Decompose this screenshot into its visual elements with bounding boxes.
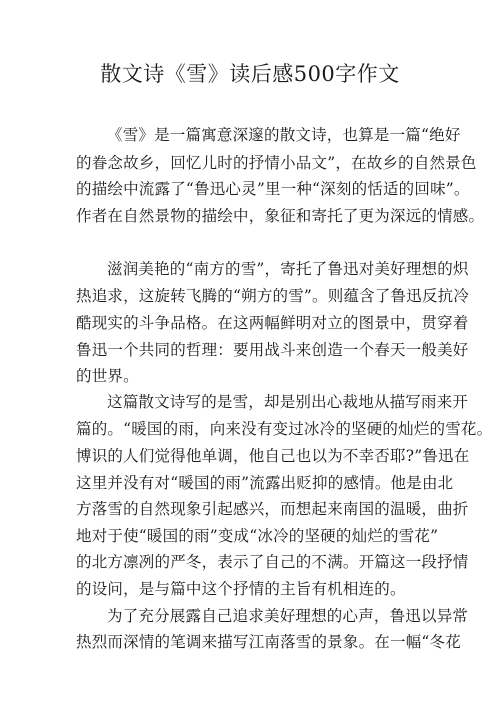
paragraph-1-line-3: 的描绘中流露了“鲁迅心灵”里一种“深刻的恬适的回味”。 <box>76 180 470 198</box>
paragraph-3-line-3: 博识的人们觉得他单调，他自己也以为不幸否耶?”鲁迅在 <box>76 447 470 465</box>
paragraph-3-line-5: 方落雪的自然现象引起感兴，而想起来南国的温暖，曲折 <box>76 500 469 518</box>
paragraph-2-line-3: 酷现实的斗争品格。在这两幅鲜明对立的图景中，贯穿着 <box>76 314 469 332</box>
paragraph-2-line-1: 滋润美艳的“南方的雪”，寄托了鲁迅对美好理想的炽 <box>107 260 469 278</box>
paragraph-3-line-7: 的北方凛冽的严冬，表示了自己的不满。开篇这一段抒情 <box>76 553 469 571</box>
paragraph-1-line-2: 的眷念故乡，回忆儿时的抒情小品文”，在故乡的自然景色 <box>76 154 477 172</box>
paragraph-3-line-2: 篇的。“暖国的雨，向来没有变过冰冷的坚硬的灿烂的雪花。 <box>76 420 493 438</box>
paragraph-4-line-1: 为了充分展露自己追求美好理想的心声，鲁迅以异常 <box>107 607 469 625</box>
paragraph-2-line-2: 热追求，这旋转飞腾的“朔方的雪”。则蕴含了鲁迅反抗冷 <box>76 287 470 305</box>
paragraph-4-line-2: 热烈而深情的笔调来描写江南落雪的景象。在一幅“冬花 <box>76 633 461 651</box>
paragraph-2-line-4: 鲁迅一个共同的哲理：要用战斗来创造一个春天一般美好 <box>76 341 469 359</box>
paragraph-3-line-8: 的设问，是与篇中这个抒情的主旨有机相连的。 <box>76 580 406 598</box>
paragraph-3-line-6: 地对于使“暖国的雨”变成“冰冷的坚硬的灿烂的雪花” <box>76 527 439 545</box>
paragraph-3-line-4: 这里并没有对“暖国的雨”流露出贬抑的感情。他是由北 <box>76 474 454 492</box>
paragraph-1-line-1: 《雪》是一篇寓意深邃的散文诗，也算是一篇“绝好 <box>107 126 461 144</box>
paragraph-1-line-4: 作者在自然景物的描绘中，象征和寄托了更为深远的情感。 <box>76 207 485 225</box>
paragraph-3-line-1: 这篇散文诗写的是雪，却是别出心裁地从描写雨来开 <box>107 393 469 411</box>
paragraph-2-line-5: 的世界。 <box>76 367 139 385</box>
document-title: 散文诗《雪》读后感500字作文 <box>100 62 400 86</box>
